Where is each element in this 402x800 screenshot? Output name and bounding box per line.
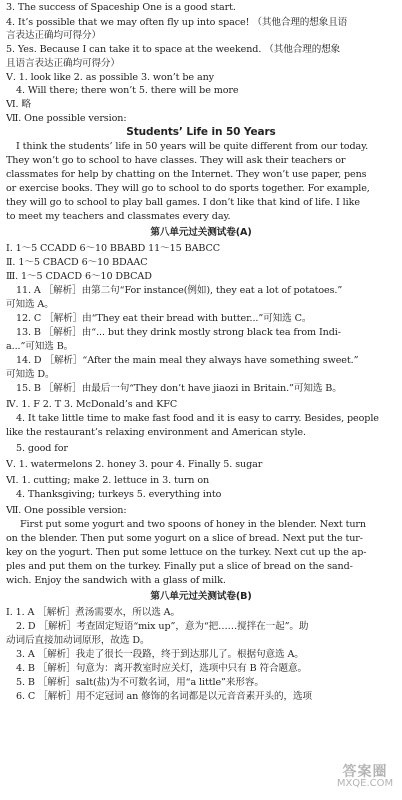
essay-line: classmates for help by chatting on the Internet. They won’t use paper, pens bbox=[6, 169, 367, 180]
answer-line: 4. It take little time to make fast food and it is easy to carry. Besides, people bbox=[16, 413, 379, 424]
answer-line: Ⅰ. 1～5 CCADD 6～10 BBABD 11～15 BABCC bbox=[6, 243, 221, 254]
essay-line: ples and put them on the turkey. Finally put a slice of bread on the sand- bbox=[6, 561, 353, 572]
watermark-top: 答案圈 bbox=[342, 764, 388, 780]
answer-line: Ⅳ. 1. F 2. T 3. McDonald’s and KFC bbox=[6, 399, 178, 410]
section-heading-b: 第八单元过关测试卷(B) bbox=[150, 591, 252, 602]
answer-line: 5. good for bbox=[16, 443, 68, 454]
answer-line: 4. Thanksgiving; turkeys 5. everything into bbox=[16, 489, 222, 500]
answer-line: a...”可知选 B。 bbox=[6, 341, 74, 352]
text-line: 4. Will there; there won’t 5. there will be more bbox=[16, 85, 239, 96]
essay-line: on the blender. Then put some yogurt on a slice of bread. Next put the tur- bbox=[6, 533, 363, 544]
answer-line: like the restaurant’s relaxing environment and American style. bbox=[6, 427, 306, 438]
answer-line: 4. B ［解析］句意为：离开教室时应关灯，选项中只有 B 符合题意。 bbox=[16, 663, 307, 674]
section-vi: Ⅵ. 略 bbox=[6, 99, 31, 110]
answer-line: 5. B ［解析］salt(盐)为不可数名词，用“a little”来形容。 bbox=[16, 677, 264, 688]
answer-line: 12. C ［解析］由“They eat their bread with butter...”可知选 C。 bbox=[16, 313, 312, 324]
essay-line: First put some yogurt and two spoons of honey in the blender. Next turn bbox=[20, 519, 366, 530]
text-line: 3. The success of Spaceship One is a good start. bbox=[6, 2, 236, 13]
text-line: 且语言表达正确均可得分） bbox=[6, 58, 120, 69]
section-heading-a: 第八单元过关测试卷(A) bbox=[150, 227, 252, 238]
answer-line: 可知选 D。 bbox=[6, 369, 55, 380]
section-v: Ⅴ. 1. look like 2. as possible 3. won’t be any bbox=[6, 72, 214, 83]
essay-line: they will go to school to play ball games. I don’t like that kind of life. I like bbox=[6, 197, 360, 208]
essay-line: or exercise books. They will go to school to do sports together. For example, bbox=[6, 183, 370, 194]
answer-line: 15. B ［解析］由最后一句“They don’t have jiaozi in Britain.”可知选 B。 bbox=[16, 383, 342, 394]
answer-line: 动词后直接加动词原形，故选 D。 bbox=[6, 635, 150, 646]
answer-line: 6. C ［解析］用不定冠词 an 修饰的名词都是以元音音素开头的，选项 bbox=[16, 691, 313, 702]
answer-line: Ⅲ. 1～5 CDACD 6～10 DBCAD bbox=[6, 271, 152, 282]
text-line: 言表达正确均可得分） bbox=[6, 30, 101, 41]
essay-line: wich. Enjoy the sandwich with a glass of milk. bbox=[6, 575, 226, 586]
section-vii: Ⅶ. One possible version: bbox=[6, 113, 127, 124]
essay-line: I think the students’ life in 50 years will be quite different from our today. bbox=[16, 141, 369, 152]
answer-line: Ⅱ. 1～5 CBACD 6～10 BDAAC bbox=[6, 257, 148, 268]
answer-line: Ⅴ. 1. watermelons 2. honey 3. pour 4. Finally 5. sugar bbox=[6, 459, 263, 470]
watermark-logo bbox=[334, 766, 396, 796]
essay-line: They won’t go to school to have classes. They will ask their teachers or bbox=[6, 155, 346, 166]
essay-title: Students’ Life in 50 Years bbox=[126, 126, 276, 138]
text-line: 5. Yes. Because I can take it to space at the weekend. （其他合理的想象 bbox=[6, 44, 341, 55]
answer-line: 13. B ［解析］由“... but they drink mostly strong black tea from Indi- bbox=[16, 327, 341, 338]
text-line: 4. It’s possible that we may often fly up into space! （其他合理的想象且语 bbox=[6, 17, 348, 28]
watermark-bottom: MXQE.COM bbox=[336, 778, 394, 789]
essay-line: to meet my teachers and classmates every day. bbox=[6, 211, 231, 222]
answer-line: 2. D ［解析］考查固定短语“mix up”，意为“把……搅拌在一起”。助 bbox=[16, 621, 309, 632]
answer-line: 14. D ［解析］“After the main meal they always have something sweet.” bbox=[16, 355, 359, 366]
answer-line: 11. A ［解析］由第二句“For instance(例如), they eat a lot of potatoes.” bbox=[16, 285, 343, 296]
answer-line: 可知选 A。 bbox=[6, 299, 54, 310]
answer-line: Ⅵ. 1. cutting; make 2. lettuce in 3. turn on bbox=[6, 475, 210, 486]
answer-line: 3. A ［解析］我走了很长一段路，终于到达那儿了。根据句意选 A。 bbox=[16, 649, 304, 660]
answer-line: Ⅰ. 1. A ［解析］煮汤需要水，所以选 A。 bbox=[6, 607, 180, 618]
answer-line: Ⅶ. One possible version: bbox=[6, 505, 127, 516]
essay-line: key on the yogurt. Then put some lettuce on the turkey. Next cut up the ap- bbox=[6, 547, 367, 558]
